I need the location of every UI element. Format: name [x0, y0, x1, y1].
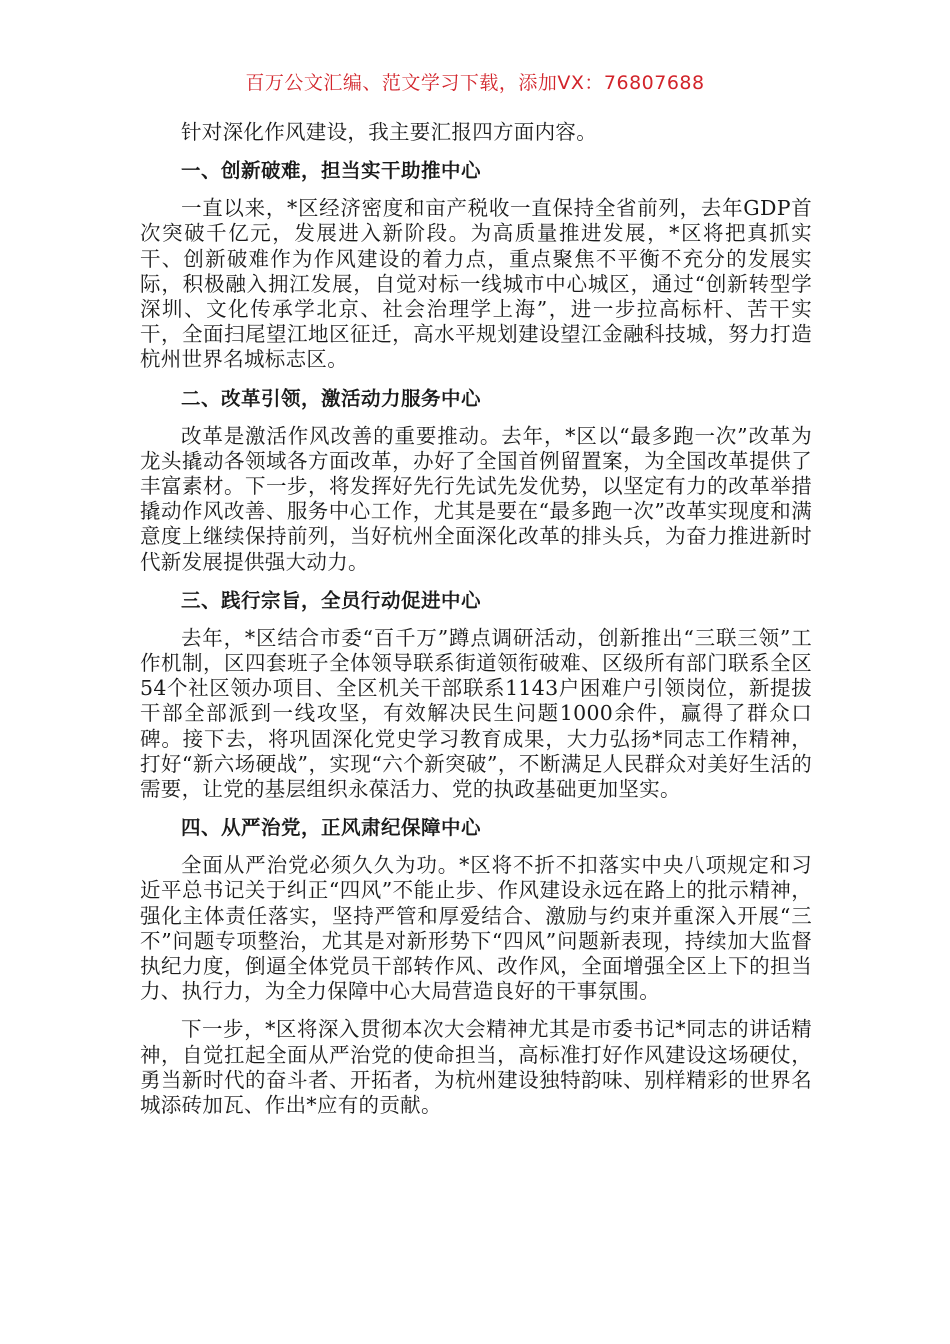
section-4-body: 全面从严治党必须久久为功。*区将不折不扣落实中央八项规定和习近平总书记关于纠正“四风”不能止步、作风建设永远在路上的批示精神，强化主体责任落实，坚持严管和厚爱结合、激励与约束并重深入开展“三不”问题专项整治，尤其是对新形势下“四风”问题新表现，持续加大监督执纪力度，倒逼全体党员干部转作风、改作风，全面增强全区上下的担当力、执行力，为全力保障中心大局营造良好的干事氛围。	[140, 853, 812, 1004]
section-1-heading: 一、创新破难，担当实干助推中心	[181, 159, 482, 183]
section-3-body: 去年，*区结合市委“百千万”蹲点调研活动，创新推出“三联三领”工作机制，区四套班子全体领导联系街道领衔破难、区级所有部门联系全区54个社区领办项目、全区机关干部联系1143户困难户引领岗位，新提拔干部全部派到一线攻坚，有效解决民生问题1000余件，赢得了群众口碑。接下去，将巩固深化党史学习教育成果，大力弘扬*同志工作精神，打好“新六场硬战”，实现“六个新突破”，不断满足人民群众对美好生活的需要，让党的基层组织永葆活力、党的执政基础更加坚实。	[140, 625, 812, 802]
promo-banner: 百万公文汇编、范文学习下载，添加VX：76807688	[245, 72, 705, 94]
section-2-heading: 二、改革引领，激活动力服务中心	[181, 386, 482, 410]
intro-paragraph: 针对深化作风建设，我主要汇报四方面内容。	[181, 120, 597, 144]
closing-paragraph: 下一步，*区将深入贯彻本次大会精神尤其是市委书记*同志的讲话精神，自觉扛起全面从严治党的使命担当，高标准打好作风建设这场硬仗，勇当新时代的奋斗者、开拓者，为杭州建设独特韵味、别样精彩的世界名城添砖加瓦、作出*应有的贡献。	[140, 1017, 812, 1118]
section-3-heading: 三、践行宗旨，全员行动促进中心	[181, 588, 482, 612]
section-1-body: 一直以来，*区经济密度和亩产税收一直保持全省前列，去年GDP首次突破千亿元，发展进入新阶段。为高质量推进发展，*区将把真抓实干、创新破难作为作风建设的着力点，重点聚焦不平衡不充分的发展实际，积极融入拥江发展，自觉对标一线城市中心城区，通过“创新转型学深圳、文化传承学北京、社会治理学上海”，进一步拉高标杆、苦干实干，全面扫尾望江地区征迁，高水平规划建设望江金融科技城，努力打造杭州世界名城标志区。	[140, 196, 812, 372]
document-body	[140, 120, 812, 1118]
section-4-heading: 四、从严治党，正风肃纪保障中心	[181, 816, 482, 840]
section-2-body: 改革是激活作风改善的重要推动。去年，*区以“最多跑一次”改革为龙头撬动各领域各方面改革，办好了全国首例留置案，为全国改革提供了丰富素材。下一步，将发挥好先行先试先发优势，以坚定有力的改革举措撬动作风改善、服务中心工作，尤其是要在“最多跑一次”改革实现度和满意度上继续保持前列，当好杭州全面深化改革的排头兵，为奋力推进新时代新发展提供强大动力。	[140, 423, 812, 574]
